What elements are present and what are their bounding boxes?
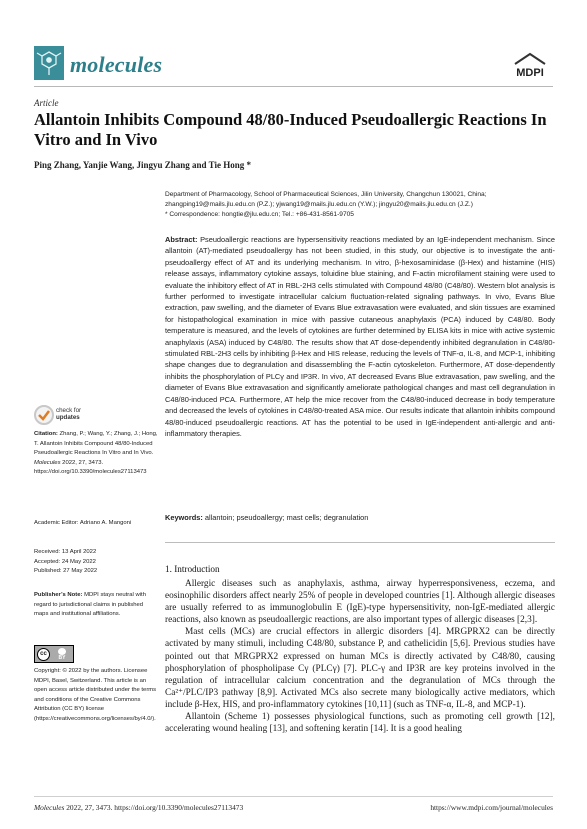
footer-citation bbox=[34, 803, 243, 812]
keywords-label: Keywords: bbox=[165, 513, 203, 522]
dates-block bbox=[34, 548, 159, 577]
footer-journal: Molecules bbox=[34, 803, 65, 812]
header-divider bbox=[34, 86, 553, 87]
body-text bbox=[165, 578, 555, 735]
paragraph: Allantoin (Scheme 1) possesses physiological functions, such as promoting cell growth [12], accelerating wound healing [13], and softening keratin [14]. It is a good healing bbox=[165, 712, 555, 735]
paragraph: Mast cells (MCs) are crucial effectors in allergic disorders [4]. MRGPRX2 can be directly activated by many stimuli, including C48/80, substance P, and cathelicidin [5,6]. Previous studies have pointed out that MRGPRX2 expressed on human MCs is directly activated by C48/80, causing phosphorylation of phospholipase Cγ (PLCγ) [7]. PLC-γ and IP3R are key proteins involved in the regulation of intracellular calcium concentration and the degranulation of MCs through the Ca²⁺/PLC/IP3 pathway [8,9]. Activated MCs also secrete many biologically active mediators, which include β-Hex, HIS, and pro-inflammatory cytokines [10,11] (such as TNF-α, IL-8, and MCP-1). bbox=[165, 627, 555, 710]
by-label: BY bbox=[58, 655, 66, 661]
published-date: Published: 27 May 2022 bbox=[34, 568, 98, 575]
by-icon bbox=[55, 648, 69, 661]
copyright-text: Copyright: © 2022 by the authors. Licensee MDPI, Basel, Switzerland. This article is an open access article distributed under the terms and conditions of the Creative Commons Attribution (CC BY) license (https://creativecommons.org/licenses/by/4.0/). bbox=[34, 668, 157, 722]
mdpi-logo[interactable] bbox=[509, 52, 551, 82]
correspondence[interactable]: * Correspondence: hongtie@jlu.edu.cn; Tel.: +86-431-8561-9705 bbox=[165, 211, 354, 218]
check-updates-line2: updates bbox=[56, 414, 80, 421]
keywords bbox=[165, 513, 555, 522]
paragraph: Allergic diseases such as anaphylaxis, asthma, airway hyperresponsiveness, eczema, and eosinophilic disorders affect nearly 25% of people in developed countries [1]. Although allergic diseases are usually referred to as immunoglobulin E (IgE)-type hypersensitivity, non-IgE-mediated allergic reactions, also known as pseudoallergic reactions, are also important types of allergic diseases [2,3]. bbox=[165, 579, 555, 626]
received-date: Received: 13 April 2022 bbox=[34, 549, 97, 555]
footer-journal-url[interactable]: https://www.mdpi.com/journal/molecules bbox=[430, 803, 553, 812]
article-type: Article bbox=[34, 98, 59, 108]
abstract-divider bbox=[165, 542, 555, 543]
copyright-block bbox=[34, 667, 159, 725]
accepted-date: Accepted: 24 May 2022 bbox=[34, 558, 96, 565]
footer-divider bbox=[34, 796, 553, 797]
check-updates-label bbox=[56, 407, 81, 421]
journal-logo-icon bbox=[34, 46, 64, 80]
section-heading: 1. Introduction bbox=[165, 564, 220, 574]
keywords-text: allantoin; pseudoallergy; mast cells; degranulation bbox=[204, 513, 369, 522]
academic-editor bbox=[34, 519, 159, 529]
editor-label: Academic Editor: bbox=[34, 520, 79, 526]
citation-journal: Molecules bbox=[34, 459, 61, 466]
abstract bbox=[165, 234, 555, 439]
author-list[interactable]: Ping Zhang, Yanjie Wang, Jingyu Zhang and Tie Hong * bbox=[34, 160, 251, 170]
publisher-note bbox=[34, 591, 159, 620]
citation-text: Zhang, P.; Wang, Y.; Zhang, J.; Hong, T. Allantoin Inhibits Compound 48/80-Induced Pseudoallergic Reactions In Vitro and In Vivo. bbox=[34, 431, 158, 457]
footer-doi[interactable]: 2022, 27, 3473. https://doi.org/10.3390/molecules27113473 bbox=[66, 803, 244, 812]
abstract-label: Abstract: bbox=[165, 235, 198, 244]
check-updates-line1: check for bbox=[56, 407, 82, 414]
citation-doi[interactable]: 2022, 27, 3473. https://doi.org/10.3390/molecules27113473 bbox=[34, 459, 147, 476]
affiliations bbox=[165, 190, 555, 220]
check-updates-icon bbox=[34, 405, 54, 425]
publisher-note-text: MDPI stays neutral with regard to jurisdictional claims in published maps and institutional affiliations. bbox=[34, 592, 146, 618]
mdpi-logo-text: MDPI bbox=[516, 67, 544, 79]
article-title: Allantoin Inhibits Compound 48/80-Induced Pseudoallergic Reactions In Vitro and In Vivo bbox=[34, 110, 547, 149]
abstract-text: Pseudoallergic reactions are hypersensitivity reactions mediated by an IgE-independent mechanism. Since allantoin (AT)-mediated pseudoallergy has not been studied, in this study, our objective is to investigate the anti-pseudoallergy effect of AT and its underlying mechanism. In vitro, β-hexosaminidase (β-Hex) and histamine (HIS) release assays, inflammatory cytokine assays, toluidine blue staining, and F-actin microfilament staining were used to evaluate the inhibitory effect of AT in RBL-2H3 cells stimulated with Compound 48/80 (C48/80). Western blot analysis is further performed to investigate intracellular calcium fluctuation-related signaling pathways. In vivo, Evans Blue extraction, paw swelling, and the diameter of Evans Blue extravasation were evaluated, and skin tissues are examined for histopathological examination in mice with passive cutaneous anaphylaxis (PCA) induced by C48/80. Body temperature is measured, and the levels of cytokines are further determined by ELISA kits in mice with active systemic anaphylaxis (ASA) induced by C48/80. The results show that AT dose-dependently inhibited degranulation in C48/80-stimulated RBL-2H3 cells by inhibiting β-Hex and HIS release, reducing the levels of TNF-α, IL-8, and MCP-1, inhibiting shape changes due to degranulation and disassembling the F-actin cytoskeleton. Furthermore, AT dose-dependently inhibits the phosphorylation of PLCγ and IP3R. In vivo, AT decreased Evans Blue extravasation, paw swelling, and the diameter of Evans Blue extravasation and significantly ameliorate pathological changes and mast cell degranulation in C48/80-induced PCA. Furthermore, AT help the mice recover from the C48/80-induced decrease in body temperature and decreased the levels of cytokines in C48/80-treated ASA mice. Our results indicate that allantoin inhibits compound 48/80-induced pseudoallergic reactions. AT has the potential to be used in IgE-independent anti-allergic and anti-inflammatory therapies. bbox=[165, 235, 555, 438]
citation-label: Citation: bbox=[34, 431, 58, 437]
citation-block bbox=[34, 430, 159, 478]
attribution-person-icon bbox=[58, 648, 66, 655]
editor-name: Adriano A. Mangoni bbox=[79, 520, 132, 526]
cc-by-license-badge[interactable] bbox=[34, 645, 74, 663]
affiliation-line: Department of Pharmacology, School of Pharmaceutical Sciences, Jilin University, Changchun 130021, China; bbox=[165, 191, 487, 198]
check-for-updates-button[interactable] bbox=[34, 405, 104, 427]
cc-icon: cc bbox=[37, 648, 50, 661]
affiliation-emails[interactable]: zhangping19@mails.jlu.edu.cn (P.Z.); yjwang19@mails.jlu.edu.cn (Y.W.); jingyu20@mails.jlu.edu.cn (J.Z.) bbox=[165, 201, 473, 208]
journal-name[interactable]: molecules bbox=[70, 52, 163, 77]
publisher-note-label: Publisher’s Note: bbox=[34, 592, 83, 598]
